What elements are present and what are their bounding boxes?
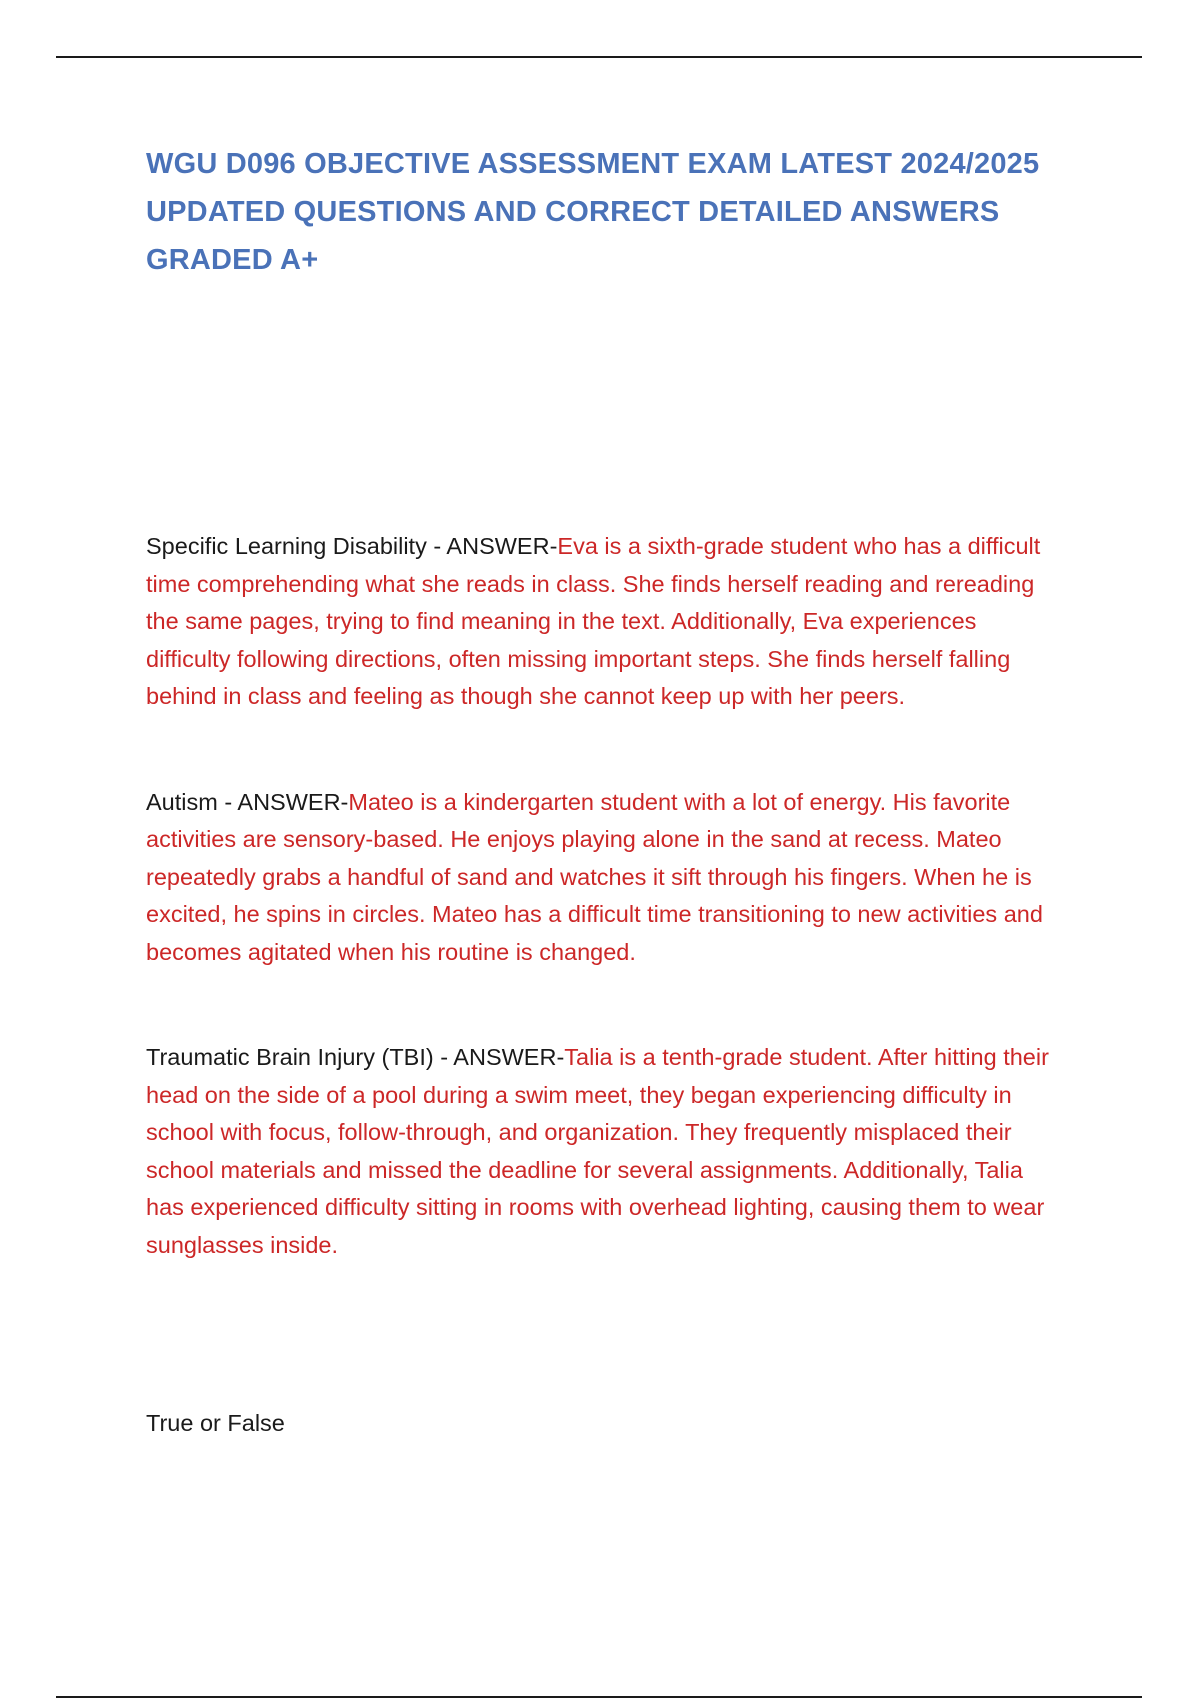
document-header: [146, 140, 1066, 284]
qa-separator: - ANSWER-: [433, 1044, 565, 1070]
qa-term: Specific Learning Disability: [146, 533, 427, 559]
qa-item-specific-learning-disability: [146, 528, 1066, 716]
qa-item-true-or-false: True or False: [146, 1410, 285, 1436]
qa-item-autism: [146, 784, 1066, 972]
qa-separator: - ANSWER-: [217, 788, 349, 815]
qa-answer: Eva is a sixth-grade student who has a difficult time comprehending what she reads in class. She finds herself reading and rereading the same pages, trying to find meaning in the text. Additionally, Eva experiences difficulty following directions, often missing important steps. She finds herself falling behind in class and feeling as though she cannot keep up with her peers.: [146, 533, 1041, 709]
qa-term: Autism: [146, 788, 218, 815]
qa-answer: Mateo is a kindergarten student with a lot of energy. His favorite activities are sensory-based. He enjoys playing alone in the sand at recess. Mateo repeatedly grabs a handful of sand and watches it sift through his fingers. When he is excited, he spins in circles. Mateo has a difficult time transitioning to new activities and becomes agitated when his routine is changed.: [146, 788, 1043, 965]
bottom-divider: [56, 1696, 1142, 1698]
qa-item-traumatic-brain-injury: [146, 1039, 1066, 1264]
qa-separator: - ANSWER-: [426, 533, 558, 559]
qa-answer: Talia is a tenth-grade student. After hitting their head on the side of a pool during a swim meet, they began experiencing difficulty in school with focus, follow-through, and organization. They frequently misplaced their school materials and missed the deadline for several assignments. Additionally, Talia has experienced difficulty sitting in rooms with overhead lighting, causing them to wear sunglasses inside.: [146, 1044, 1049, 1258]
document-title: WGU D096 OBJECTIVE ASSESSMENT EXAM LATEST 2024/2025 UPDATED QUESTIONS AND CORRECT DETAILED ANSWERS GRADED A+: [146, 148, 1040, 276]
qa-list: [146, 528, 1066, 1332]
qa-term: Traumatic Brain Injury (TBI): [146, 1044, 434, 1070]
top-divider: [56, 56, 1142, 58]
